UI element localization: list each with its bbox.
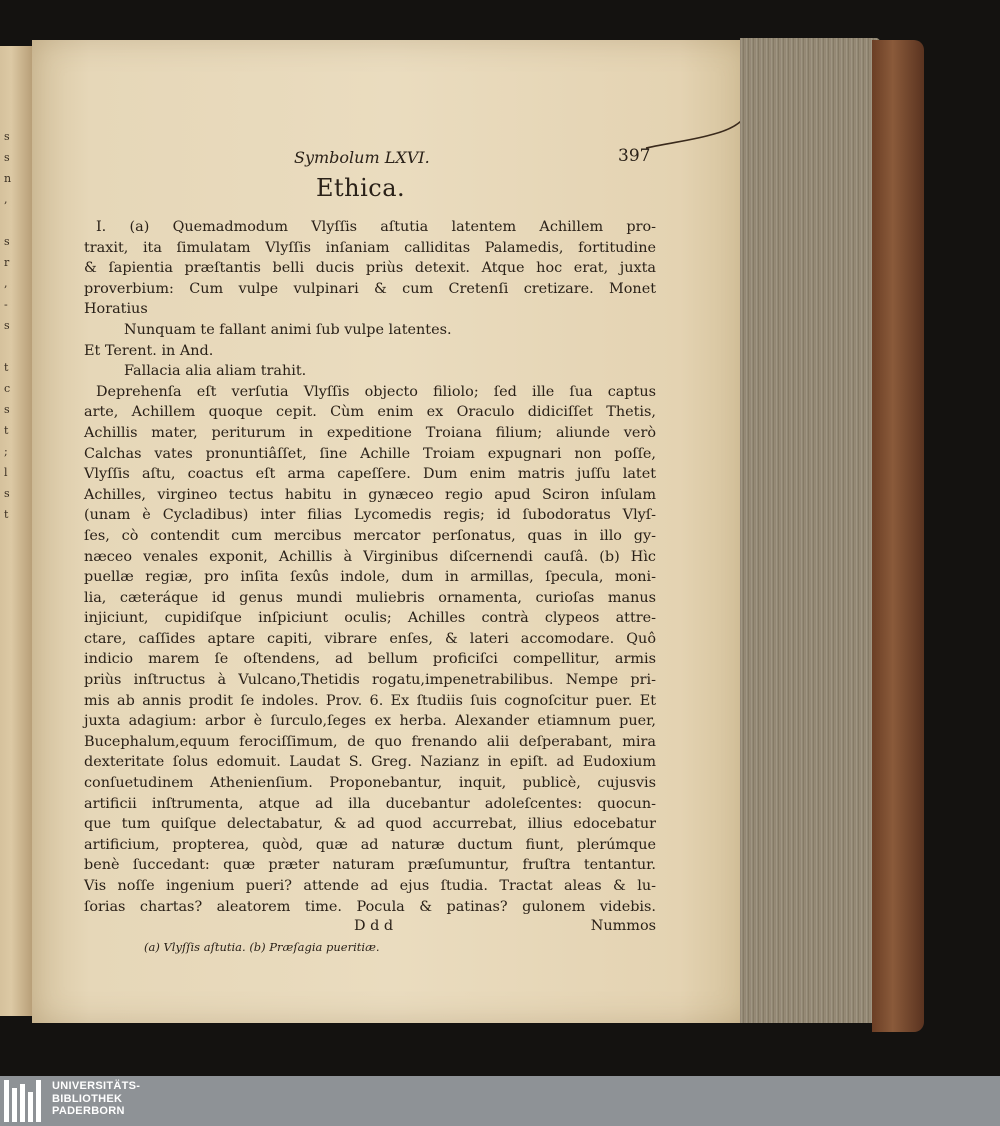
book-cover [872, 40, 924, 1032]
text-line: Horatius [84, 301, 148, 318]
text-line: Achilles, virgineo tectus habitu in gynæceo regio apud Sciron inſulam [84, 486, 656, 503]
text-line: Fallacia alia aliam trahit. [124, 363, 307, 380]
left-page-edge [0, 46, 32, 1016]
logo-line-1: UNIVERSITÄTS- [52, 1080, 141, 1092]
text-line: Calchas vates pronuntiâſſet, ſine Achille Troiam expugnari non poſſe, [84, 445, 656, 462]
left-page-margin-letters: s s n , s r , - s t c s t ; l s t [4, 130, 12, 521]
text-line: artificium, propterea, quòd, quæ ad naturæ ductum fiunt, plerúmque [84, 836, 656, 853]
text-line: conſuetudinem Athenienſium. Proponebantur, inquit, publicè, cujusvis [84, 775, 656, 792]
text-line: Deprehenſa eſt verſutia Vlyſſis objecto filiolo; ſed ille ſua captus [96, 383, 656, 400]
text-line: arte, Achillem quoque cepit. Cùm enim ex Oraculo didiciſſet Thetis, [84, 404, 656, 421]
page-block-edge [740, 38, 880, 1023]
text-line: Vis noſſe ingenium pueri? attende ad ejus ſtudia. Tractat aleas & lu- [84, 878, 656, 894]
running-head: Symbolum LXVI. [294, 148, 430, 167]
text-line: ctare, caſſides aptare capiti, vibrare enſes, & lateri accomodare. Quô [84, 630, 656, 647]
right-page [32, 40, 752, 1023]
text-line: I. (a) Quemadmodum Vlyſſis aſtutia latentem Achillem pro- [96, 219, 656, 235]
text-line: Bucephalum,equum ferociſſimum, de quo frenando alii deſperabant, mira [84, 733, 656, 750]
text-line: mis ab annis prodit ſe indoles. Prov. 6. Ex ſtudiis ſuis cognoſcitur puer. Et [84, 692, 656, 709]
text-line: ſes, cò contendit cum mercibus mercator perſonatus, quas in illo gy- [84, 527, 656, 544]
text-line: juxta adagium: arbor è ſurculo,ſeges ex herba. Alexander etiamnum puer, [84, 713, 656, 730]
library-logo-text [52, 1080, 140, 1118]
body-text [84, 217, 656, 917]
text-line: priùs inſtructus à Vulcano,Thetidis rogatu,impenetrabilibus. Nempe pri- [84, 672, 656, 689]
text-line: injiciunt, cupidiſque inſpiciunt oculis; Achilles contrà clypeos attre- [84, 610, 656, 627]
text-line: & ſapientia præſtantis belli ducis priùs detexit. Atque hoc erat, juxta [84, 260, 656, 277]
text-line: (unam è Cycladibus) inter filias Lycomedis regis; id ſubodoratus Vlyſ- [84, 507, 656, 524]
catchword: Nummos [590, 918, 656, 934]
library-logo-icon [4, 1080, 46, 1122]
text-line: traxit, ita ſimulatam Vlyſſis inſaniam calliditas Palamedis, fortitudine [84, 239, 656, 256]
text-line: Et Terent. in And. [84, 342, 214, 359]
text-line: dexteritate ſolus edomuit. Laudat S. Greg. Nazianz in epiſt. ad Eudoxium [84, 754, 656, 771]
logo-line-3: PADERBORN [52, 1105, 125, 1117]
text-line: puellæ regiæ, pro inſita ſexûs indole, dum in armillas, ſpecula, moni- [84, 569, 656, 586]
text-line: lia, cæteráque id genus mundi muliebris ornamenta, curioſas manus [84, 589, 656, 606]
text-line: Nunquam te fallant animi ſub vulpe latentes. [124, 321, 452, 338]
text-line: ſorias chartas? aleatorem time. Pocula & patinas? gulonem videbis. [84, 898, 656, 915]
library-footer-bar [0, 1076, 1000, 1126]
logo-line-2: BIBLIOTHEK [52, 1092, 123, 1105]
text-line: næceo venales exponit, Achillis à Virginibus diſcernendi cauſâ. (b) Hìc [84, 548, 656, 565]
signature-mark: D d d [354, 918, 394, 934]
text-line: Achillis mater, periturum in expeditione Troiana filium; aliunde verò [84, 424, 656, 441]
text-line: Vlyſſis aſtu, coactus eſt arma capeſſere. Dum enim matris juſſu latet [84, 466, 656, 483]
text-line: benè ſuccedant: quæ præter naturam præſumuntur, fruſtra tentantur. [84, 857, 656, 874]
section-title: Ethica. [316, 174, 406, 202]
text-line: que tum quiſque delectabatur, & ad quod accurrebat, illius edocebatur [84, 816, 656, 833]
page-number: 397 [618, 146, 651, 166]
text-line: artificii inſtrumenta, atque ad illa ducebantur adoleſcentes: quocun- [84, 795, 656, 812]
text-line: indicio marem ſe oſtendens, ad bellum proficiſci compellitur, armis [84, 651, 656, 668]
footnote: (a) Vlyſſis aſtutia. (b) Præſagia pueritiæ. [144, 940, 380, 954]
text-line: proverbium: Cum vulpe vulpinari & cum Cretenſi cretizare. Monet [84, 280, 656, 297]
